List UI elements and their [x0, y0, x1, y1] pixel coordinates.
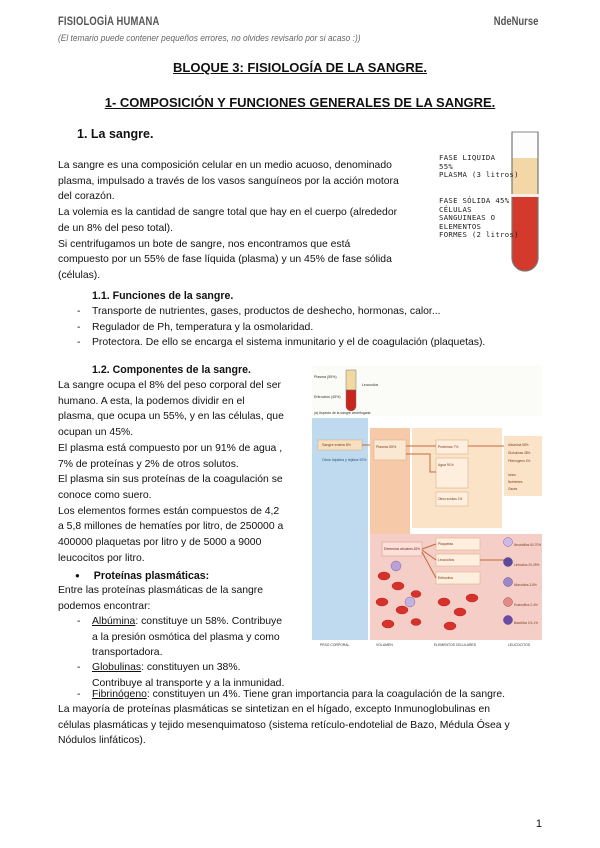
text-line: leucocitos por litro.: [58, 552, 145, 564]
header-note: (El temario puede contener pequeños errores, no olvides revisarlo por si acaso :)): [58, 33, 361, 44]
list-item: - Transporte de nutrientes, gases, productos de deshecho, hormonas, calor...: [77, 306, 441, 317]
components-paragraph: [58, 378, 308, 566]
text-line: El plasma está compuesto por un 91% de agua ,: [58, 442, 283, 454]
centrifuged-tube-figure: [432, 128, 547, 278]
text-line: La volemia es la cantidad de sangre total que hay en el cuerpo (alrededor: [58, 207, 398, 219]
tube-label-leukocytes: Leucocitos: [362, 383, 379, 387]
right-item: Fibrinógeno 4%: [508, 459, 531, 463]
box-other-fluids: Otros líquidos y tejidos 92%: [322, 458, 367, 462]
protein-item-albumin: - Albúmina: constituye un 58%. Contribuye a la presión osmótica del plasma y como transportadora.: [77, 616, 283, 659]
text-line: plasma, que ocupa un 55%, y en las células, que: [58, 411, 284, 423]
right-item: Linfocitos 20-25%: [514, 563, 540, 567]
text-line: El plasma sin sus proteínas de la coagulación se: [58, 474, 283, 486]
text-line: conoce como suero.: [58, 489, 152, 501]
box-leukocytes: Leucocitos: [438, 558, 455, 562]
tube-caption: (a) Aspecto de la sangre centrifugada: [314, 411, 371, 415]
text-line: Si centrifugamos un bote de sangre, nos encontramos que está: [58, 238, 351, 250]
protein-item-fibrinogen: - Fibrinógeno: constituyen un 4%. Tiene gran importancia para la coagulación de la sangre.: [77, 689, 506, 700]
text-line: (células).: [58, 269, 101, 281]
bullet-icon: ●: [75, 571, 80, 580]
header-author: NdeNurse: [493, 16, 538, 28]
list-item: - Protectora. De ello se encarga el sistema inmunitario y el de coagulación (plaquetas).: [77, 337, 486, 349]
solid-label: FORMES (2 litros): [439, 230, 519, 240]
box-whole-blood: Sangre entera 8%: [322, 443, 351, 447]
col-label: VOLUMEN: [376, 643, 393, 647]
box-other-solutes: Otros solutos 1%: [438, 497, 463, 501]
protein-item-globulins: - Globulinas: constituyen un 38%. Contribuye al transporte y a la inmunidad.: [77, 662, 285, 689]
proteins-heading: Proteínas plasmáticas:: [93, 570, 210, 582]
right-item: Gases: [508, 487, 518, 491]
tube-label-erythrocytes: Eritrocitos (45%): [314, 395, 341, 399]
text-line: La mayoría de proteínas plasmáticas se sintetizan en el hígado, excepto Inmunoglobulinas en: [58, 704, 491, 715]
components-heading: 1.2. Componentes de la sangre.: [92, 364, 251, 376]
proteins-closing: [58, 702, 510, 749]
text-line: La sangre ocupa el 8% del peso corporal del ser: [58, 380, 281, 391]
text-line: de un 8% del peso total).: [58, 222, 173, 234]
section-title: 1- COMPOSICIÓN Y FUNCIONES GENERALES DE LA SANGRE.: [104, 95, 496, 110]
text-line: Nódulos linfáticos).: [58, 735, 146, 747]
text-line: células plasmáticas y tejido mesenquimatoso (sistema retículo-endotelial de Bazo, Médula Ósea y: [58, 719, 510, 731]
box-plasma: Plasma 55%: [376, 445, 397, 449]
col-label: ELEMENTOS CELULARES: [434, 643, 476, 647]
solid-label: ELEMENTOS: [439, 221, 482, 231]
right-item: Globulinas 38%: [508, 451, 531, 455]
text-line: ocupan un 45%.: [58, 427, 134, 439]
box-water: Agua 91%: [438, 463, 454, 467]
text-line: humano. A esta, la podemos dividir en el: [58, 395, 245, 407]
box-platelets: Plaquetas: [438, 542, 454, 546]
solid-label: SANGUINEAS O: [439, 213, 496, 223]
right-item: Neutrófilos 60-70%: [514, 543, 542, 547]
solid-label: FASE SÓLIDA 45%: [439, 196, 510, 205]
text-line: Los elementos formes están compuestos de 4,2: [58, 505, 280, 517]
subsection-heading-blood: 1. La sangre.: [77, 127, 154, 141]
col-label: PESO CORPORAL: [320, 643, 350, 647]
list-item: - Regulador de Ph, temperatura y la osmolaridad.: [77, 321, 314, 333]
text-line: La sangre es una composición celular en un medio acuoso, denominado: [58, 160, 392, 171]
liquid-label: PLASMA (3 litros): [439, 170, 519, 180]
right-item: Monocitos 3-8%: [514, 583, 537, 587]
proteins-intro: [58, 583, 308, 614]
text-line: plasma, impulsado a través de los vasos sanguíneos por la acción motora: [58, 175, 399, 187]
tube-label-plasma: Plasma (55%): [314, 375, 337, 379]
functions-list: [77, 304, 486, 351]
right-item: Nutrientes: [508, 480, 523, 484]
header-title: FISIOLOGÍA HUMANA: [58, 16, 160, 28]
right-item: Eosinófilos 2-4%: [514, 603, 538, 607]
right-item: Iones: [508, 473, 516, 477]
text-line: compuesto por un 55% de fase líquida (plasma) y un 45% de fase sólida: [58, 254, 392, 266]
text-line: del corazón.: [58, 191, 115, 203]
col-label: LEUCOCITOS: [508, 643, 530, 647]
blood-paragraph: [58, 158, 428, 284]
solid-label: CÉLULAS: [439, 204, 472, 214]
text-line: podemos encontrar:: [58, 600, 151, 612]
liquid-label: 55%: [439, 161, 454, 171]
text-line: 400000 plaquetas por litro y de 5000 a 9000: [58, 537, 262, 549]
text-line: 7% de proteínas y 2% de otros solutos.: [58, 458, 239, 470]
text-line: Entre las proteínas plasmáticas de la sangre: [58, 585, 264, 596]
right-item: Albúmina 58%: [508, 443, 529, 447]
box-cell-elements: Elementos celulares 45%: [384, 547, 420, 551]
right-item: Basófilos 0,5-1%: [514, 621, 538, 625]
proteins-heading-row: [75, 570, 209, 582]
box-erythrocytes: Eritrocitos: [438, 576, 454, 580]
liquid-label: FASE LIQUIDA: [439, 153, 496, 162]
box-proteins: Proteínas 7%: [438, 445, 459, 449]
text-line: a 5,8 millones de hematíes por litro, de 250000 a: [58, 521, 284, 533]
block-title: BLOQUE 3: FISIOLOGÍA DE LA SANGRE.: [173, 60, 427, 75]
page-number: 1: [535, 818, 542, 830]
blood-composition-diagram: [312, 366, 542, 648]
functions-heading: 1.1. Funciones de la sangre.: [92, 290, 234, 302]
